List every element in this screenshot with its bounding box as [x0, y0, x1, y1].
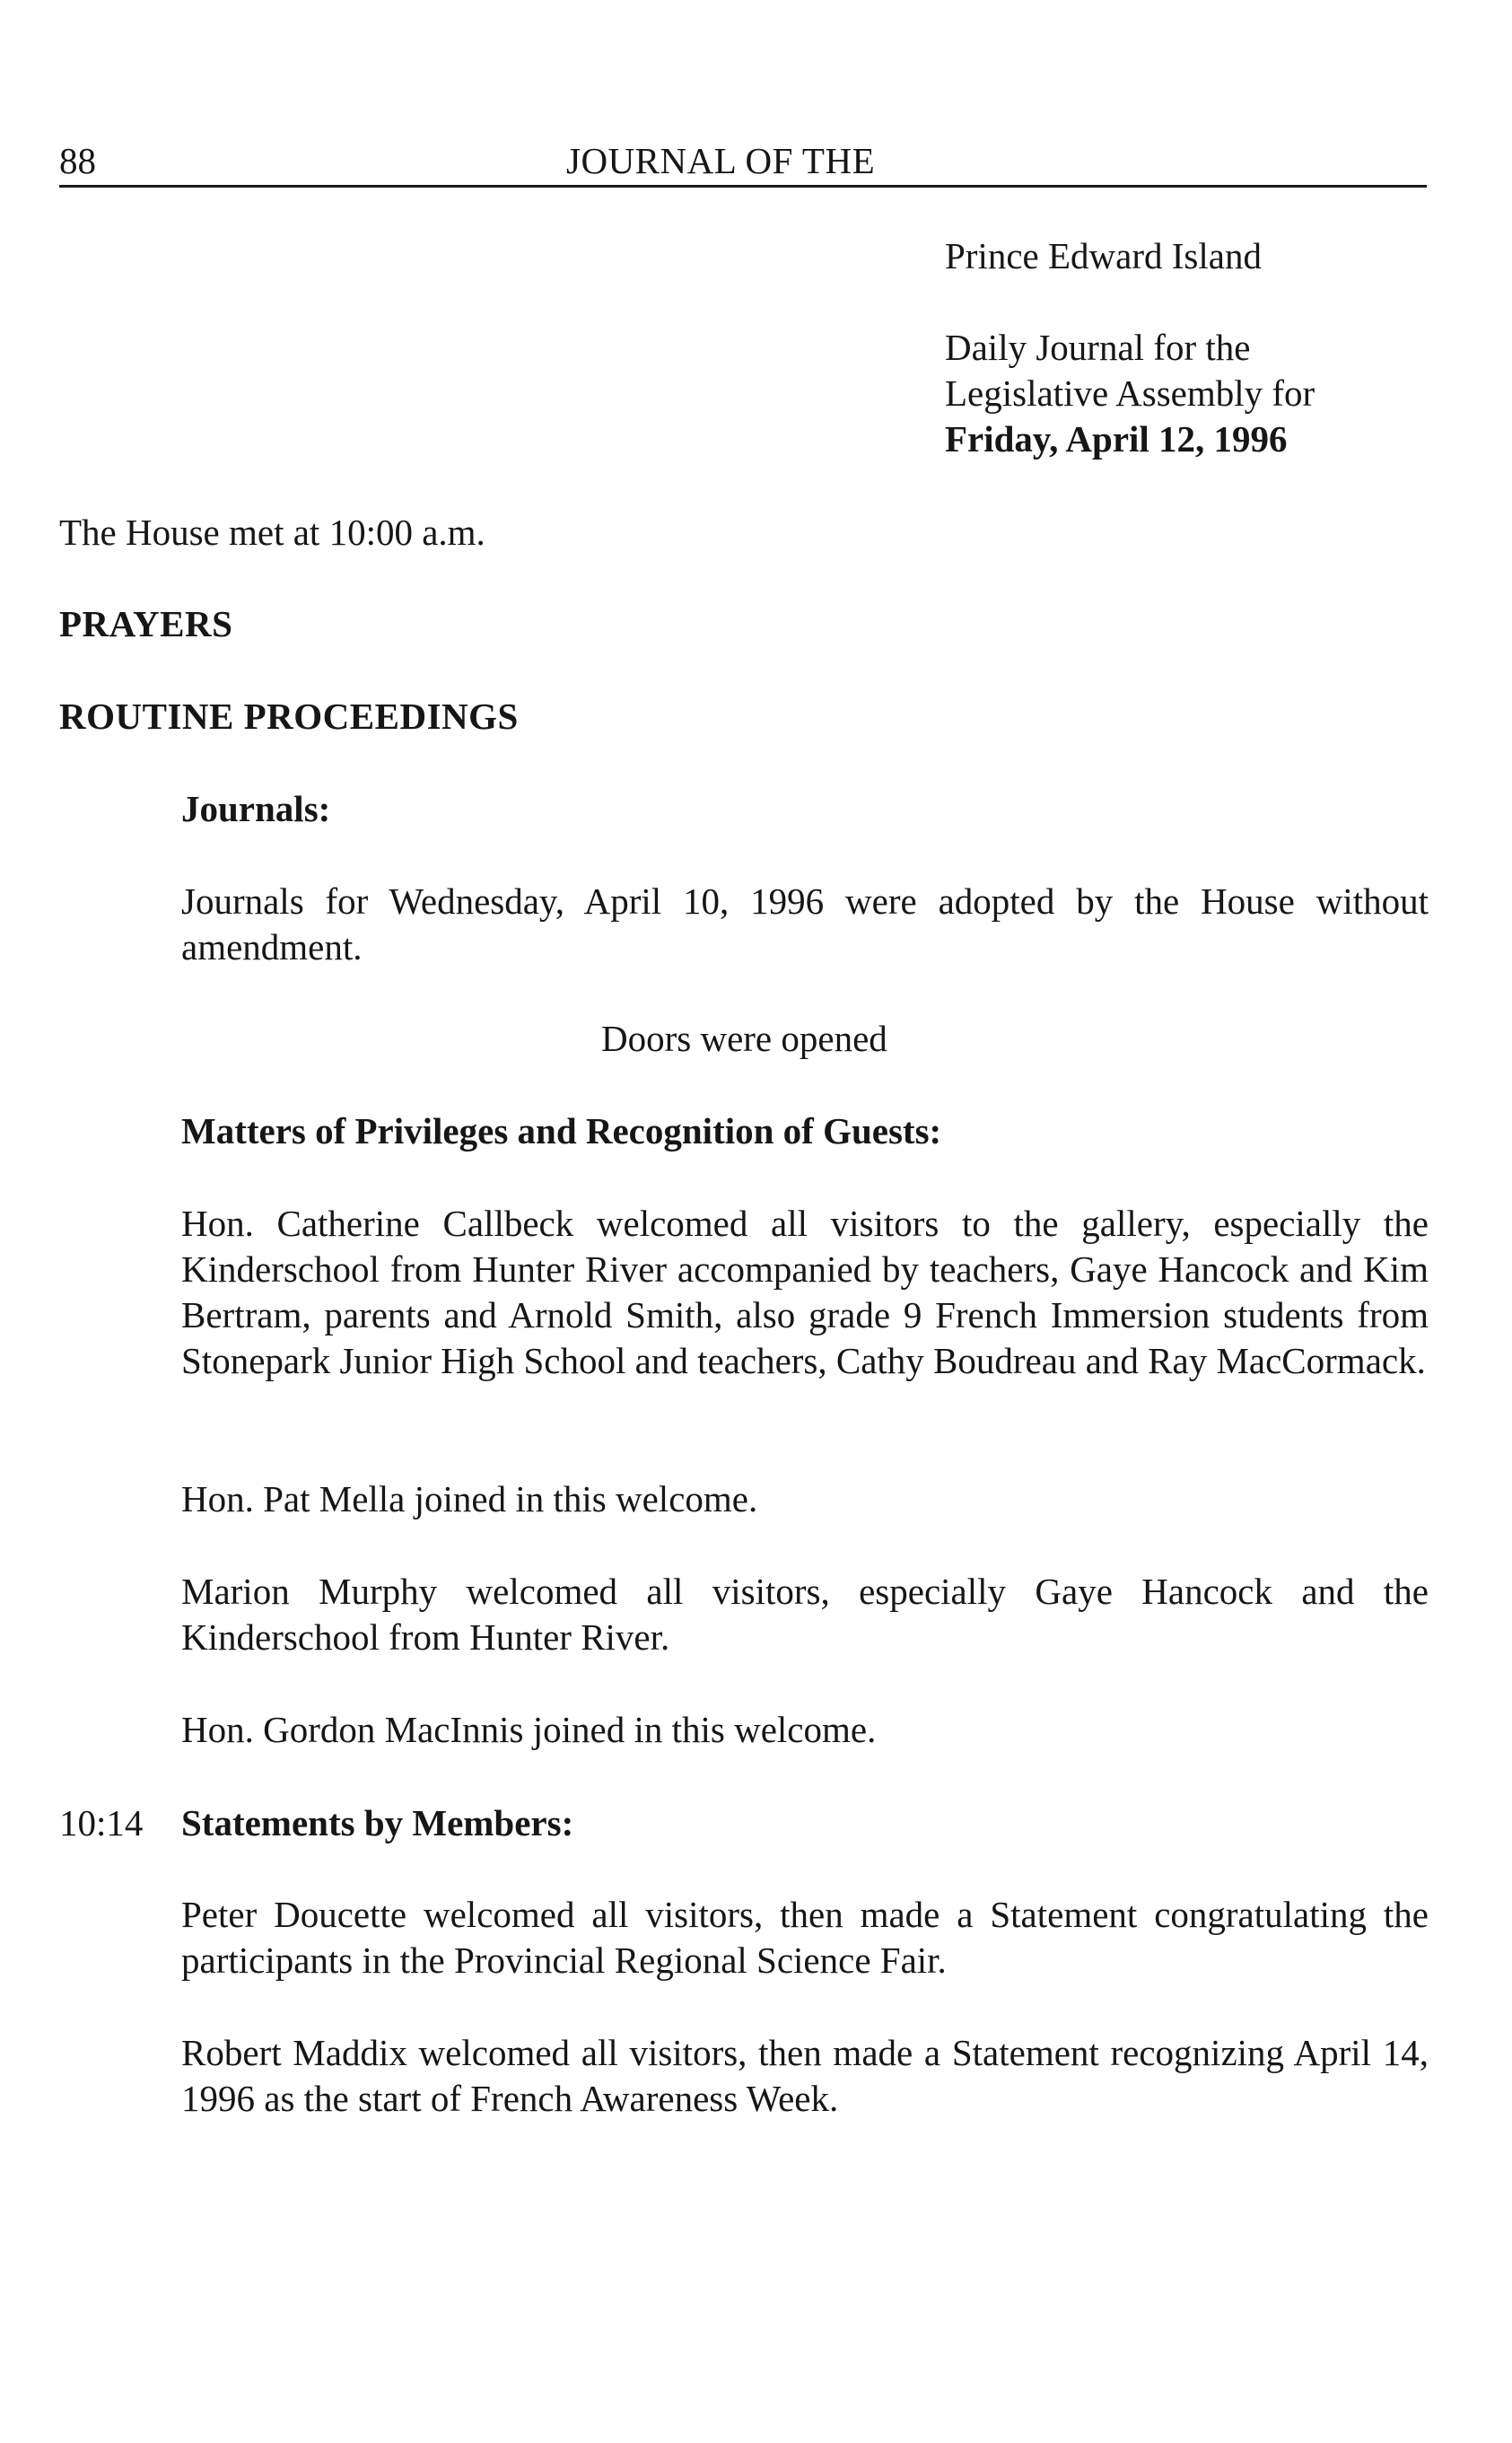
journal-date: Friday, April 12, 1996 [945, 418, 1288, 460]
statement-paragraph: Peter Doucette welcomed all visitors, then made a Statement congratulating the participants in the Provincial Regional Science Fair. [181, 1894, 1429, 1981]
time-stamp: 10:14 [59, 1802, 144, 1843]
journal-title-line1: Daily Journal for the [945, 327, 1251, 368]
journals-text: Journals for Wednesday, April 10, 1996 were adopted by the House without amendment. [181, 880, 1429, 968]
doors-opened-note: Doors were opened [601, 1018, 887, 1059]
page-number: 88 [59, 140, 96, 181]
privileges-paragraph: Hon. Pat Mella joined in this welcome. [181, 1478, 758, 1519]
journals-heading: Journals: [181, 788, 331, 829]
running-title: JOURNAL OF THE [566, 140, 876, 181]
statement-paragraph: Robert Maddix welcomed all visitors, then made a Statement recognizing April 14, 1996 as the start of French Awareness Week. [181, 2032, 1429, 2119]
routine-proceedings-heading: ROUTINE PROCEEDINGS [59, 696, 519, 737]
privileges-paragraph: Marion Murphy welcomed all visitors, especially Gaye Hancock and the Kinderschool from Hunter River. [181, 1571, 1429, 1658]
privileges-paragraph: Hon. Catherine Callbeck welcomed all visitors to the gallery, especially the Kinderschool from Hunter River accompanied by teachers, Gaye Hancock and Kim Bertram, parents and Arnold Smith, also grade 9 French Immersion students from Stonepark Junior High School and teachers, Cathy Boudreau and Ray MacCormack. [181, 1203, 1429, 1381]
privileges-paragraph: Hon. Gordon MacInnis joined in this welcome. [181, 1709, 877, 1750]
province-name: Prince Edward Island [945, 235, 1262, 276]
opening-statement: The House met at 10:00 a.m. [59, 512, 485, 553]
statements-heading: Statements by Members: [181, 1802, 574, 1843]
prayers-heading: PRAYERS [59, 603, 233, 644]
privileges-heading: Matters of Privileges and Recognition of Guests: [181, 1110, 942, 1151]
title-block [945, 233, 1447, 279]
journal-title-block [945, 325, 1447, 462]
journal-title-line2: Legislative Assembly for [945, 372, 1315, 414]
header-rule [59, 185, 1427, 188]
